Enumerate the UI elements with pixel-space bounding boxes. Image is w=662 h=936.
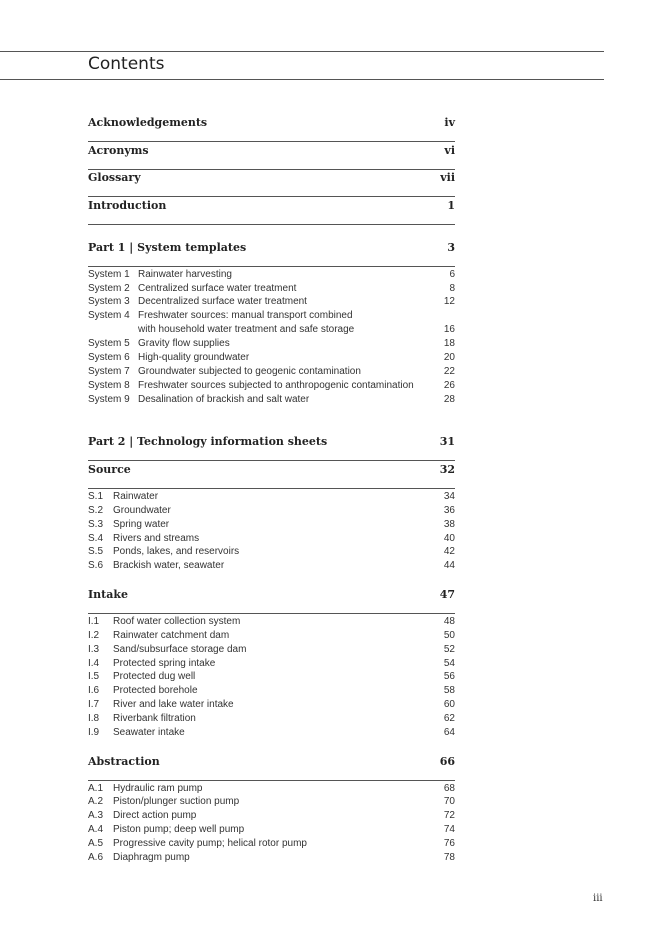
tech-title: Protected spring intake — [113, 658, 216, 669]
toc-entry-glossary[interactable] — [88, 169, 455, 197]
toc-tech-item[interactable] — [88, 615, 455, 629]
toc-system-item-continued[interactable] — [88, 323, 455, 337]
tech-title: Piston pump; deep well pump — [113, 824, 245, 835]
toc-entry-label: Acknowledgements — [88, 116, 208, 129]
toc-system-item[interactable] — [88, 268, 455, 282]
tech-page: 38 — [443, 519, 455, 530]
toc-tech-item[interactable] — [88, 795, 455, 809]
system-title: Decentralized surface water treatment — [138, 296, 307, 307]
tech-title: Riverbank filtration — [113, 713, 196, 724]
toc-section-source[interactable] — [88, 461, 455, 489]
tech-title: Groundwater — [113, 505, 171, 516]
tech-code: I.5 — [88, 671, 100, 682]
toc-part1-heading[interactable] — [88, 239, 455, 267]
toc-tech-item[interactable] — [88, 823, 455, 837]
tech-title: Rivers and streams — [113, 533, 200, 544]
tech-page: 60 — [443, 699, 455, 710]
page-title: Contents — [88, 54, 165, 74]
tech-page: 64 — [443, 727, 455, 738]
system-title: Desalination of brackish and salt water — [138, 394, 310, 405]
toc-section-abstraction[interactable] — [88, 753, 455, 781]
tech-code: I.2 — [88, 630, 100, 641]
toc-entry-page: 31 — [439, 435, 455, 448]
tech-code: S.1 — [88, 491, 104, 502]
toc-tech-item[interactable] — [88, 629, 455, 643]
toc-tech-item[interactable] — [88, 643, 455, 657]
system-title: Groundwater subjected to geogenic contamination — [138, 366, 361, 377]
toc-tech-item[interactable] — [88, 504, 455, 518]
toc-entry-page: 3 — [447, 241, 455, 254]
system-title: Freshwater sources: manual transport combined — [138, 310, 353, 321]
tech-page: 42 — [443, 546, 455, 557]
system-page: 16 — [443, 324, 455, 335]
tech-page: 54 — [443, 658, 455, 669]
toc-section-intake[interactable] — [88, 586, 455, 614]
tech-page: 78 — [443, 852, 455, 863]
tech-title: Diaphragm pump — [113, 852, 190, 863]
toc-tech-item[interactable] — [88, 712, 455, 726]
tech-code: I.8 — [88, 713, 100, 724]
tech-title: Progressive cavity pump; helical rotor pump — [113, 838, 307, 849]
tech-title: Protected dug well — [113, 671, 196, 682]
toc-entry-acronyms[interactable] — [88, 142, 455, 170]
toc-entry-label: Part 2 | Technology information sheets — [88, 435, 328, 448]
system-code: System 6 — [88, 352, 130, 363]
tech-page: 74 — [443, 824, 455, 835]
system-page: 6 — [449, 269, 455, 280]
system-title-continued: with household water treatment and safe storage — [138, 324, 355, 335]
tech-code: A.3 — [88, 810, 104, 821]
system-title: High-quality groundwater — [138, 352, 250, 363]
tech-code: S.2 — [88, 505, 104, 516]
tech-code: I.7 — [88, 699, 100, 710]
tech-title: Hydraulic ram pump — [113, 783, 203, 794]
system-title: Gravity flow supplies — [138, 338, 230, 349]
toc-entry-label: Part 1 | System templates — [88, 241, 247, 254]
system-page: 20 — [443, 352, 455, 363]
tech-title: Roof water collection system — [113, 616, 241, 627]
toc-entry-label: Intake — [88, 588, 128, 601]
tech-page: 52 — [443, 644, 455, 655]
toc-tech-item[interactable] — [88, 837, 455, 851]
toc-tech-item[interactable] — [88, 670, 455, 684]
tech-title: Protected borehole — [113, 685, 198, 696]
system-code: System 5 — [88, 338, 130, 349]
tech-code: A.6 — [88, 852, 104, 863]
toc-tech-item[interactable] — [88, 490, 455, 504]
tech-title: Rainwater catchment dam — [113, 630, 230, 641]
toc-system-item[interactable] — [88, 309, 455, 323]
tech-page: 56 — [443, 671, 455, 682]
toc-system-item[interactable] — [88, 351, 455, 365]
system-title: Rainwater harvesting — [138, 269, 232, 280]
tech-code: S.3 — [88, 519, 104, 530]
toc-entry-page: 1 — [447, 199, 455, 212]
system-page: 12 — [443, 296, 455, 307]
toc-tech-item[interactable] — [88, 726, 455, 740]
tech-code: A.5 — [88, 838, 104, 849]
toc-entry-page: vi — [444, 144, 455, 157]
system-title: Freshwater sources subjected to anthropogenic contamination — [138, 380, 414, 391]
system-code: System 9 — [88, 394, 130, 405]
tech-title: Spring water — [113, 519, 170, 530]
tech-page: 58 — [443, 685, 455, 696]
tech-page: 36 — [443, 505, 455, 516]
tech-code: I.3 — [88, 644, 100, 655]
toc-tech-item[interactable] — [88, 559, 455, 573]
system-code: System 4 — [88, 310, 130, 321]
toc-system-item[interactable] — [88, 282, 455, 296]
toc-tech-item[interactable] — [88, 782, 455, 796]
tech-code: S.4 — [88, 533, 104, 544]
tech-code: I.1 — [88, 616, 100, 627]
tech-code: A.4 — [88, 824, 104, 835]
system-title: Centralized surface water treatment — [138, 283, 297, 294]
tech-code: I.9 — [88, 727, 100, 738]
toc-tech-item[interactable] — [88, 532, 455, 546]
tech-code: S.6 — [88, 560, 104, 571]
tech-title: River and lake water intake — [113, 699, 234, 710]
tech-code: A.2 — [88, 796, 104, 807]
toc-entry-page: 32 — [439, 463, 455, 476]
toc-tech-item[interactable] — [88, 809, 455, 823]
tech-code: I.6 — [88, 685, 100, 696]
tech-page: 68 — [443, 783, 455, 794]
toc-entry-label: Introduction — [88, 199, 167, 212]
system-page: 26 — [443, 380, 455, 391]
toc-entry-label: Source — [88, 463, 131, 476]
toc-entry-label: Abstraction — [88, 755, 160, 768]
system-code: System 7 — [88, 366, 130, 377]
tech-title: Ponds, lakes, and reservoirs — [113, 546, 240, 557]
toc-entry-label: Glossary — [88, 171, 141, 184]
toc-entry-page: vii — [440, 171, 455, 184]
toc-entry-page: iv — [444, 116, 455, 129]
system-code: System 8 — [88, 380, 130, 391]
toc-entry-introduction[interactable] — [88, 197, 455, 225]
tech-page: 34 — [443, 491, 455, 502]
tech-page: 62 — [443, 713, 455, 724]
toc-system-item[interactable] — [88, 295, 455, 309]
toc-tech-item[interactable] — [88, 684, 455, 698]
system-page: 8 — [449, 283, 455, 294]
header-rule-top — [0, 51, 604, 52]
tech-code: A.1 — [88, 783, 104, 794]
toc-entry-page: 66 — [439, 755, 455, 768]
tech-title: Rainwater — [113, 491, 159, 502]
tech-page: 72 — [443, 810, 455, 821]
tech-page: 50 — [443, 630, 455, 641]
tech-page: 44 — [443, 560, 455, 571]
toc-tech-item[interactable] — [88, 518, 455, 532]
tech-page: 70 — [443, 796, 455, 807]
toc-part2-heading[interactable] — [88, 433, 455, 461]
toc-entry-acknowledgements[interactable] — [88, 114, 455, 142]
toc-tech-item[interactable] — [88, 545, 455, 559]
toc-tech-item[interactable] — [88, 698, 455, 712]
system-code: System 2 — [88, 283, 130, 294]
tech-title: Direct action pump — [113, 810, 197, 821]
toc-system-item[interactable] — [88, 393, 455, 407]
tech-page: 40 — [443, 533, 455, 544]
system-page: 18 — [443, 338, 455, 349]
tech-code: S.5 — [88, 546, 104, 557]
tech-title: Seawater intake — [113, 727, 185, 738]
tech-title: Sand/subsurface storage dam — [113, 644, 247, 655]
header-rule-bottom — [0, 79, 604, 80]
tech-title: Brackish water, seawater — [113, 560, 225, 571]
toc-system-item[interactable] — [88, 337, 455, 351]
system-page: 28 — [443, 394, 455, 405]
toc-entry-page: 47 — [439, 588, 455, 601]
system-code: System 3 — [88, 296, 130, 307]
tech-title: Piston/plunger suction pump — [113, 796, 240, 807]
toc-tech-item[interactable] — [88, 851, 455, 865]
tech-page: 76 — [443, 838, 455, 849]
system-code: System 1 — [88, 269, 130, 280]
toc-system-item[interactable] — [88, 379, 455, 393]
page-number: iii — [593, 893, 603, 904]
toc-system-item[interactable] — [88, 365, 455, 379]
system-page: 22 — [443, 366, 455, 377]
toc-entry-label: Acronyms — [88, 144, 149, 157]
toc-tech-item[interactable] — [88, 657, 455, 671]
tech-page: 48 — [443, 616, 455, 627]
tech-code: I.4 — [88, 658, 100, 669]
